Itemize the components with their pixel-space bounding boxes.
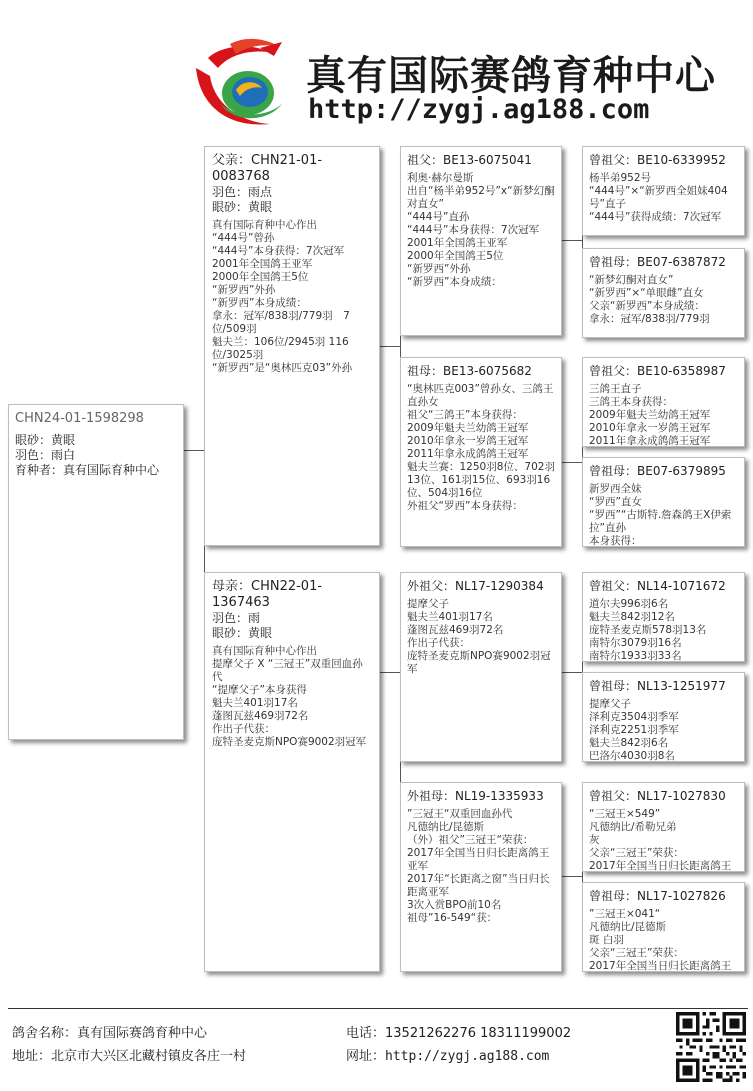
father-notes: 真有国际育种中心作出 “444号”曾孙 “444号”本身获得：7次冠军 2001年全国鸽王亚军 2000年全国鸽王5位 “新罗西”外孙 “新罗西”本身成绩： 拿永：冠军/838羽/779羽 7位/509羽 魁夫兰：106位/2945羽 116位/3025羽 “新罗西”是“奥林匹克03”外孙 xyxy=(212,219,353,374)
great-grandparent-card[interactable] xyxy=(582,572,745,662)
card-notes: ”三冠王“双重回血孙代 凡德纳比/昆德斯 （外）祖父”三冠王“荣获： 2017年全国当日归长距离鸽王亚军 2017年“长距离之窗”当日归长距离亚军 3次入赏BPO前10名 祖母”16-549“获： xyxy=(407,808,550,924)
card-title: 外祖母：NL19-1335933 xyxy=(407,789,544,803)
loft-label: 鸽舍名称： xyxy=(12,1026,78,1041)
eye-value: 黄眼 xyxy=(51,433,76,447)
eye-label: 眼砂： xyxy=(212,626,249,640)
footer-divider xyxy=(8,1008,748,1009)
card-title: 曾祖父：BE10-6358987 xyxy=(589,364,726,378)
card-notes: 道尔夫996羽6名 魁夫兰842羽12名 庞特圣麦克斯578羽13名 南特尔3079羽16名 南特尔1933羽33名 xyxy=(589,598,707,662)
father-card[interactable] xyxy=(204,146,380,546)
connector xyxy=(380,672,400,673)
mother-title: 母亲：CHN22-01-1367463 xyxy=(212,579,323,610)
father-title: 父亲：CHN21-01-0083768 xyxy=(212,153,323,184)
footer-loft xyxy=(12,1022,207,1041)
great-grandparent-card[interactable] xyxy=(582,248,745,338)
maternal-grandmother-card[interactable] xyxy=(400,782,562,972)
color-label: 羽色： xyxy=(212,185,249,199)
great-grandparent-card[interactable] xyxy=(582,782,745,872)
color-value: 雨 xyxy=(248,611,261,625)
card-title: 曾祖母：BE07-6379895 xyxy=(589,464,726,478)
breeder-label: 育种者： xyxy=(15,463,64,477)
color-value: 雨白 xyxy=(51,448,76,462)
card-title: 外祖父：NL17-1290384 xyxy=(407,579,544,593)
card-notes: 提摩父子 泽利克3504羽季军 泽利克2251羽季军 魁夫兰842羽6名 巴洛尔4030羽8名 xyxy=(589,698,679,762)
card-title: 曾祖母：BE07-6387872 xyxy=(589,255,726,269)
card-notes: ”三冠王×041“ 凡德纳比/昆德斯 斑 白羽 父亲“三冠王”荣获： 2017年全国当日归长距离鸽王 xyxy=(589,908,732,972)
great-grandparent-card[interactable] xyxy=(582,672,745,762)
eye-label: 眼砂： xyxy=(212,200,249,214)
card-title: 曾祖母：NL17-1027826 xyxy=(589,889,726,903)
card-title: 祖母：BE13-6075682 xyxy=(407,364,532,378)
qr-code-icon[interactable] xyxy=(676,1012,746,1082)
maternal-grandfather-card[interactable] xyxy=(400,572,562,762)
brand-title: 真有国际赛鸽育种中心 xyxy=(306,53,716,99)
eye-label: 眼砂： xyxy=(15,433,52,447)
website-link[interactable]: http://zygj.ag188.com xyxy=(385,1049,550,1064)
great-grandparent-card[interactable] xyxy=(582,882,745,972)
phone-label: 电话： xyxy=(346,1026,386,1041)
connector xyxy=(562,672,582,673)
great-grandparent-card[interactable] xyxy=(582,457,745,547)
mother-notes: 真有国际育种中心作出 提摩父子 X “三冠王”双重回血孙代 “提摩父子”本身获得 魁夫兰401羽17名 蓬图瓦兹469羽72名 作出子代获： 庞特圣麦克斯NPO赛9002羽冠军 xyxy=(212,645,367,748)
eye-value: 黄眼 xyxy=(248,200,273,214)
card-notes: 新罗西全妹 “罗西”直女 “罗西”“古斯特.詹森鸽王X伊索拉”直孙 本身获得： xyxy=(589,483,732,547)
card-notes: 三鸽王直子 三鸽王本身获得： 2009年魁夫兰幼鸽王冠军 2010年拿永一岁鸽王冠军 2011年拿永成鸽鸽王冠军 xyxy=(589,383,711,447)
color-value: 雨点 xyxy=(248,185,273,199)
great-grandparent-card[interactable] xyxy=(582,146,745,236)
loft-value: 真有国际赛鸽育种中心 xyxy=(77,1026,208,1041)
connector xyxy=(562,876,582,877)
footer-address xyxy=(12,1045,246,1064)
card-notes: “新梦幻酮对直女” “新罗西”×“单眼雌”直女 父亲“新罗西”本身成绩： 拿永：冠军/838羽/779羽 xyxy=(589,274,710,325)
card-notes: 提摩父子 魁夫兰401羽17名 蓬图瓦兹469羽72名 作出子代获： 庞特圣麦克斯NPO赛9002羽冠军 xyxy=(407,598,551,675)
color-label: 羽色： xyxy=(15,448,52,462)
card-notes: “三冠王×549” 凡德纳比/希勒兄弟 灰 父亲“三冠王”荣获： 2017年全国当日归长距离鸽王 xyxy=(589,808,732,872)
address-label: 地址： xyxy=(12,1049,52,1064)
card-notes: 利奥·赫尔曼斯 出自“杨半弟952号”x“新梦幻酮对直女” “444号”直孙 “444号”本身获得：7次冠军 2001年全国鸽王亚军 2000年全国鸽王5位 “新罗西”外孙 “新罗西”本身成绩： xyxy=(407,172,555,288)
subject-card[interactable] xyxy=(8,404,184,740)
card-title: 祖父：BE13-6075041 xyxy=(407,153,532,167)
card-title: 曾祖母：NL13-1251977 xyxy=(589,679,726,693)
address-value: 北京市大兴区北藏村镇皮各庄一村 xyxy=(51,1049,247,1064)
card-title: 曾祖父：NL14-1071672 xyxy=(589,579,726,593)
connector xyxy=(562,240,582,241)
breeder-value: 真有国际育种中心 xyxy=(63,463,160,477)
card-notes: 杨半弟952号 “444号”×“新罗西全姐妹404号”直子 “444号”获得成绩：7次冠军 xyxy=(589,172,728,223)
connector xyxy=(184,450,204,451)
paternal-grandfather-card[interactable] xyxy=(400,146,562,336)
card-title: 曾祖父：BE10-6339952 xyxy=(589,153,726,167)
logo xyxy=(190,38,300,130)
subject-ring: CHN24-01-1598298 xyxy=(15,411,144,426)
card-title: 曾祖父：NL17-1027830 xyxy=(589,789,726,803)
connector xyxy=(562,462,582,463)
footer-website xyxy=(346,1045,549,1064)
footer-phone xyxy=(346,1022,571,1041)
card-notes: “奥林匹克003”曾孙女、三鸽王直孙女 祖父“三鸽王”本身获得： 2009年魁夫兰幼鸽王冠军 2010年拿永一岁鸽王冠军 2011年拿永成鸽鸽王冠军 魁夫兰赛：1250羽8位、702羽13位、161羽15位、693羽16位、504羽16位 外祖父“罗西”本身获得： xyxy=(407,383,555,512)
great-grandparent-card[interactable] xyxy=(582,357,745,447)
paternal-grandmother-card[interactable] xyxy=(400,357,562,547)
mother-card[interactable] xyxy=(204,572,380,972)
connector xyxy=(380,346,400,347)
brand-url[interactable]: http://zygj.ag188.com xyxy=(308,94,650,125)
phone-value[interactable]: 13521262276 18311199002 xyxy=(385,1026,572,1041)
eye-value: 黄眼 xyxy=(248,626,273,640)
color-label: 羽色： xyxy=(212,611,249,625)
website-label: 网址： xyxy=(346,1049,386,1064)
